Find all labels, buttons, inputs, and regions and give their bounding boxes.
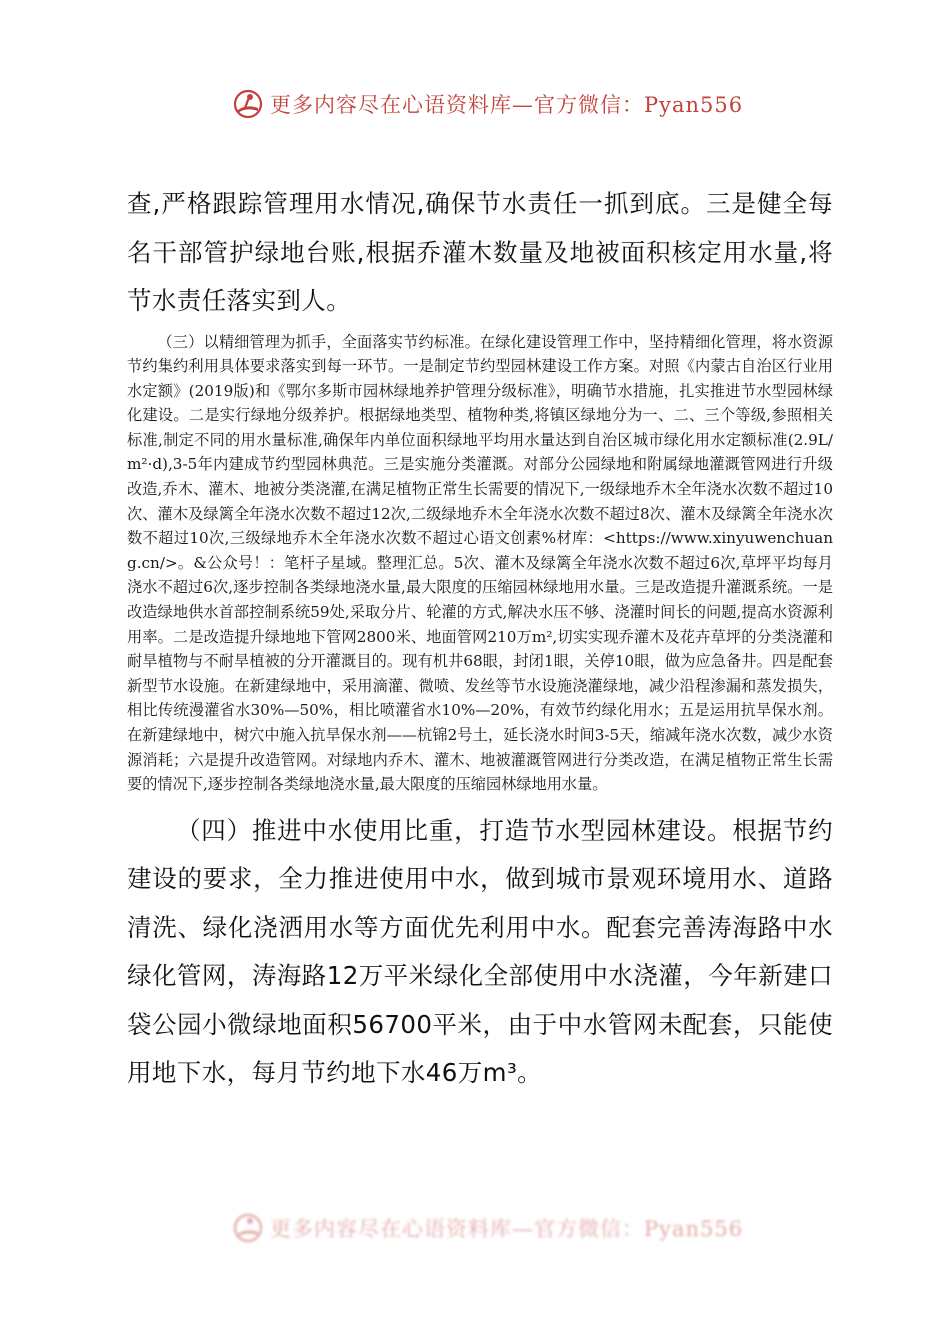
page-header-watermark <box>232 84 752 124</box>
footer-text: 更多内容尽在心语资料库—官方微信：Pyan556 <box>270 1217 744 1241</box>
book-person-logo-icon <box>232 1212 264 1244</box>
paragraph-section-four: （四）推进中水使用比重，打造节水型园林建设。根据节约建设的要求，全力推进使用中水，做到城市景观环境用水、道路清洗、绿化浇洒用水等方面优先利用中水。配套完善涛海路中水绿化管网，涛海路12万平米绿化全部使用中水浇灌，今年新建口袋公园小微绿地面积56700平米，由于中水管网未配套，只能使用地下水，每月节约地下水46万m³。 <box>127 815 833 1088</box>
document-body <box>127 180 833 1098</box>
page-footer-watermark <box>232 1208 752 1248</box>
paragraph-continuation: 查,严格跟踪管理用水情况,确保节水责任一抓到底。三是健全每名干部管护绿地台账,根据乔灌木数量及地被面积核定用水量,将节水责任落实到人。 <box>127 189 833 315</box>
paragraph-section-three: （三）以精细管理为抓手，全面落实节约标准。在绿化建设管理工作中，坚持精细化管理，将水资源节约集约利用具体要求落实到每一环节。一是制定节约型园林建设工作方案。对照《内蒙古自治区行业用水定额》(2019版)和《鄂尔多斯市园林绿地养护管理分级标准》，明确节水措施，扎实推进节水型园林绿化建设。二是实行绿地分级养护。根据绿地类型、植物种类,将镇区绿地分为一、二、三个等级,参照相关标准,制定不同的用水量标准,确保年内单位面积绿地平均用水量达到自治区城市绿化用水定额标准(2.9L/m²·d),3-5年内建成节约型园林典范。三是实施分类灌溉。对部分公园绿地和附属绿地灌溉管网进行升级改造,乔木、灌木、地被分类浇灌,在满足植物正常生长需要的情况下,一级绿地乔木全年浇水次数不超过10次、灌木及绿篱全年浇水次数不超过12次,二级绿地乔木全年浇水次数不超过8次、灌木及绿篱全年浇水次数不超过10次,三级绿地乔木全年浇水次数不超过心语文创素%材库：<https://www.xinyuwenchuang.cn/>。&公众号！：笔杆子星域。整理汇总。5次、灌木及绿篱全年浇水次数不超过6次,草坪平均每月浇水不超过6次,逐步控制各类绿地浇水量,最大限度的压缩园林绿地用水量。三是改造提升灌溉系统。一是改造绿地供水首部控制系统59处,采取分片、轮灌的方式,解决水压不够、浇灌时间长的问题,提高水资源利用率。二是改造提升绿地地下管网2800米、地面管网210万m²,切实实现乔灌木及花卉草坪的分类浇灌和耐旱植物与不耐旱植被的分开灌溉目的。现有机井68眼，封闭1眼，关停10眼，做为应急备井。四是配套新型节水设施。在新建绿地中，采用滴灌、微喷、发丝等节水设施浇灌绿地，减少沿程渗漏和蒸发损失，相比传统漫灌省水30%—50%，相比喷灌省水10%—20%，有效节约绿化用水；五是运用抗旱保水剂。在新建绿地中，树穴中施入抗旱保水剂——杭锦2号土，延长浇水时间3-5天，缩减年浇水次数，减少水资源消耗；六是提升改造管网。对绿地内乔木、灌木、地被灌溉管网进行分类改造，在满足植物正常生长需要的情况下,逐步控制各类绿地浇水量,最大限度的压缩园林绿地用水量。 <box>127 332 833 794</box>
book-person-logo-icon <box>232 88 264 120</box>
header-text: 更多内容尽在心语资料库—官方微信：Pyan556 <box>270 93 744 117</box>
